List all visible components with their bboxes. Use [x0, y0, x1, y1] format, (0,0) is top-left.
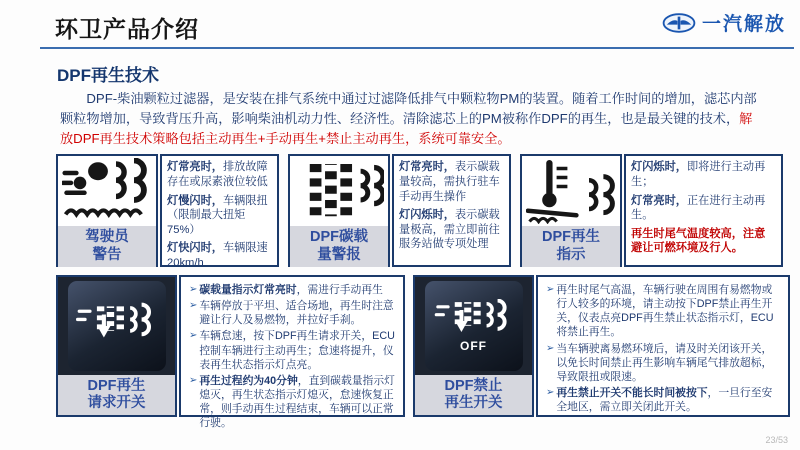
bullet-arrow-icon: ➢ — [189, 300, 198, 312]
indicator-driver-warning — [56, 154, 279, 267]
dpf-regen-request-switch-icon — [68, 281, 166, 371]
intro-highlight: 解放DPF再生技术策略包括主动再生+手动再生+禁止主动再生，系统可靠安全。 — [60, 110, 753, 146]
bullet-arrow-icon: ➢ — [189, 330, 198, 342]
switch-description — [536, 275, 790, 417]
page-number: 23/53 — [765, 435, 788, 445]
indicator-description — [392, 154, 511, 267]
description-line: 灯闪烁时，表示碳载量极高，需立即前往服务站做专项处理 — [399, 209, 500, 251]
switch-description — [179, 275, 405, 429]
header-divider — [40, 47, 794, 49]
description-line: 灯闪烁时，即将进行主动再生； — [631, 161, 766, 188]
description-line: 灯慢闪时，车辆限扭（限制最大扭矩75%） — [167, 194, 268, 236]
off-label: OFF — [460, 339, 487, 354]
intro-paragraph — [60, 89, 762, 148]
description-line: 灯常亮时，表示碳载量较高，需执行驻车手动再生操作 — [399, 161, 500, 203]
switch-row — [56, 275, 800, 429]
brand-name: 一汽解放 — [701, 14, 786, 35]
faw-emblem-icon — [662, 12, 696, 34]
switch-dpf-regen-inhibit — [413, 275, 790, 417]
bullet-item: ➢ 再生禁止开关不能长时间被按下，一旦行至安全地区，需立即关闭此开关。 — [546, 386, 773, 413]
dpf-regen-temperature-icon — [526, 158, 616, 224]
bullet-arrow-icon: ➢ — [546, 342, 555, 354]
page-title: 环卫产品介绍 — [55, 16, 199, 42]
switch-dpf-regen-request — [56, 275, 405, 429]
bullet-item: ➢ 车辆怠速，按下DPF再生请求开关，ECU控制车辆进行主动再生；怠速将提升，仪表再生状态指示灯点亮。 — [189, 330, 395, 371]
bullet-item: ➢ 碳载量指示灯常亮时，需进行手动再生 — [189, 284, 383, 297]
switch-label: DPF再生 请求开关 — [58, 375, 175, 415]
dpf-regen-inhibit-switch-icon — [425, 281, 523, 371]
indicator-row — [56, 154, 800, 267]
indicator-label: DPF碳载 量警报 — [290, 226, 388, 266]
bullet-item: ➢ 再生过程约为40分钟，直到碳载量指示灯熄灭，再生状态指示灯熄灭，怠速恢复正常，则手动再生过程结束，车辆可以正常行驶。 — [189, 374, 395, 429]
indicator-label: 驾驶员 警告 — [58, 226, 156, 266]
bullet-arrow-icon: ➢ — [546, 386, 555, 398]
description-line: 灯常亮时，正在进行主动再生。 — [631, 194, 766, 222]
bullet-arrow-icon: ➢ — [189, 284, 198, 296]
switch-label: DPF禁止 再生开关 — [415, 375, 532, 415]
bullet-item: ➢ 车辆停放于平坦、适合场地，再生时注意避让行人及易燃物，并拉好手刹。 — [189, 300, 394, 327]
indicator-description — [160, 154, 279, 267]
bullet-item: ➢ 当车辆驶离易燃环境后，请及时关闭该开关，以免长时间禁止再生影响车辆尾气排放超标，导致限扭或限速。 — [546, 342, 773, 383]
dpf-filter-icon — [294, 158, 384, 224]
indicator-dpf-regeneration — [520, 154, 783, 267]
regen-safety-warning: 再生时尾气温度较高，注意避让可燃环境及行人。 — [631, 227, 766, 255]
emission-warning-icon — [62, 158, 152, 224]
bullet-arrow-icon: ➢ — [189, 374, 198, 386]
description-line: 灯常亮时，排放故障存在或尿素液位较低 — [167, 161, 268, 188]
indicator-dpf-carbon-load — [288, 154, 511, 267]
bullet-item: ➢ 再生时尾气高温，车辆行驶在周围有易燃物或行人较多的环境，请主动按下DPF禁止再生开关，仪表点亮DPF再生禁止状态指示灯，ECU将禁止再生。 — [546, 284, 774, 339]
brand-logo — [662, 9, 786, 36]
intro-text: DPF-柴油颗粒过滤器，是安装在排气系统中通过过滤降低排气中颗粒物PM的装置。随着工作时间的增加，滤芯内部颗粒物增加，导致背压升高，影响柴油机动力性、经济性。清除滤芯上的PM被称作DPF的再生，也是最关键的技术， — [60, 91, 757, 126]
section-title: DPF再生技术 — [57, 66, 159, 85]
bullet-arrow-icon: ➢ — [546, 284, 555, 296]
description-line: 灯快闪时，车辆限速20km/h — [167, 242, 268, 269]
indicator-description — [624, 154, 783, 267]
slide-header — [0, 0, 800, 50]
indicator-label: DPF再生 指示 — [522, 226, 620, 266]
